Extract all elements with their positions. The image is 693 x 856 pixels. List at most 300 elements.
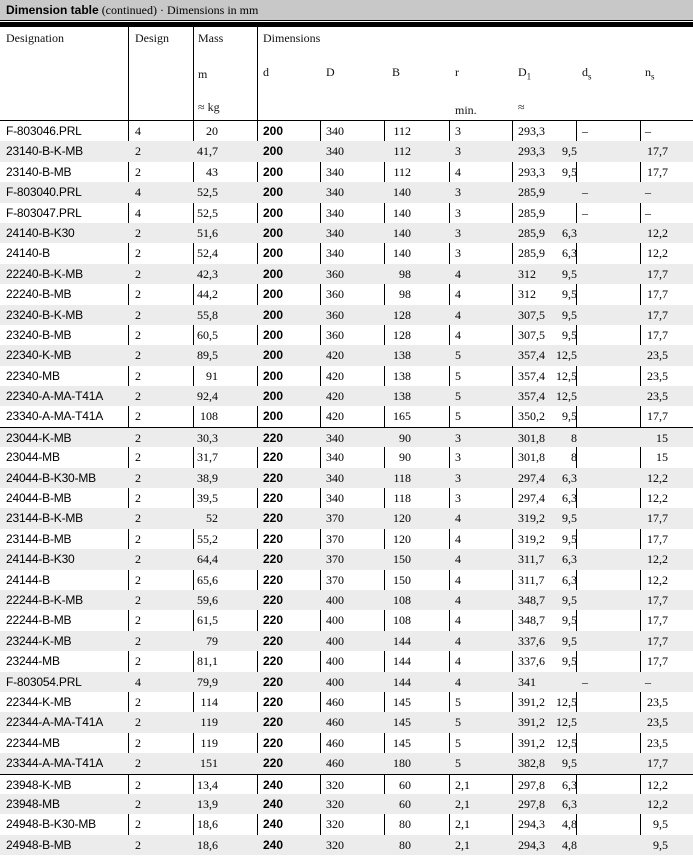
- cell-D: 320: [326, 817, 344, 832]
- col-ns: $n_s$: [645, 65, 655, 82]
- cell-ns: –: [645, 674, 651, 689]
- cell-ns: 23,5: [647, 348, 668, 363]
- table-row: [0, 243, 693, 263]
- table-row: [0, 610, 693, 630]
- table-row: [0, 692, 693, 712]
- cell-d: 200: [263, 409, 284, 424]
- cell-ns: 12,2: [647, 572, 668, 587]
- cell-d: 200: [263, 225, 284, 240]
- cell-d: 200: [263, 368, 284, 383]
- cell-ds: 9,5: [562, 409, 577, 424]
- cell-d: 220: [263, 694, 284, 709]
- cell-design: 2: [135, 225, 141, 240]
- table-row: [0, 366, 693, 386]
- cell-design: 4: [135, 205, 141, 220]
- cell-D: 370: [326, 572, 344, 587]
- cell-ds: 9,5: [562, 531, 577, 546]
- cell-D: 420: [326, 368, 344, 383]
- cell-D: 460: [326, 735, 344, 750]
- cell-D1: 382,8: [518, 756, 545, 771]
- cell-d: 240: [263, 837, 284, 852]
- cell-ns: 12,2: [647, 246, 668, 261]
- cell-designation: 23144-B-MB: [6, 531, 72, 546]
- cell-mass: 20: [206, 124, 218, 138]
- cell-D1: 350,2: [518, 409, 545, 424]
- cell-mass: 81,1: [197, 654, 218, 669]
- table-header: [0, 27, 693, 121]
- table-row: [0, 182, 693, 202]
- table-row: [0, 305, 693, 325]
- table-row: [0, 753, 693, 773]
- cell-designation: 24044-B-MB: [6, 491, 72, 506]
- cell-ds: 6,3: [562, 796, 577, 811]
- cell-d: 200: [263, 389, 284, 404]
- cell-d: 200: [263, 124, 284, 138]
- cell-B: 98: [399, 266, 411, 281]
- cell-designation: 23244-K-MB: [6, 633, 72, 648]
- cell-design: 2: [135, 164, 141, 179]
- cell-B: 90: [399, 450, 411, 465]
- cell-D: 340: [326, 225, 344, 240]
- cell-ds: 9,5: [562, 144, 577, 159]
- cell-design: 2: [135, 450, 141, 465]
- table-row: [0, 203, 693, 223]
- cell-r: 4: [455, 531, 461, 546]
- table-caption: [0, 0, 693, 21]
- cell-D1: 337,6: [518, 654, 545, 669]
- cell-ns: 17,7: [647, 531, 668, 546]
- cell-D: 340: [326, 491, 344, 506]
- cell-d: 200: [263, 164, 284, 179]
- cell-D1: 348,7: [518, 592, 545, 607]
- cell-d: 220: [263, 715, 284, 730]
- cell-D1: 297,4: [518, 470, 545, 485]
- cell-designation: 22340-MB: [6, 368, 60, 383]
- cell-ds: 6,3: [562, 246, 577, 261]
- cell-ns: 9,5: [653, 837, 668, 852]
- cell-d: 200: [263, 144, 284, 159]
- cell-ns: –: [645, 185, 651, 200]
- col-design: Design: [135, 31, 169, 45]
- cell-d: 220: [263, 654, 284, 669]
- cell-ds: 4,8: [562, 837, 577, 852]
- cell-B: 112: [393, 124, 411, 138]
- cell-r: 5: [455, 368, 461, 383]
- cell-designation: F-803054.PRL: [6, 674, 82, 689]
- cell-D: 360: [326, 307, 344, 322]
- cell-ns: 17,7: [647, 409, 668, 424]
- table-row: [0, 814, 693, 834]
- cell-D: 340: [326, 164, 344, 179]
- cell-design: 2: [135, 837, 141, 852]
- cell-D1: 337,6: [518, 633, 545, 648]
- cell-D: 340: [326, 124, 344, 138]
- cell-B: 140: [393, 225, 411, 240]
- col-d: d: [263, 65, 269, 79]
- table-row: [0, 835, 693, 855]
- cell-B: 120: [393, 511, 411, 526]
- table-row: [0, 794, 693, 814]
- cell-design: 2: [135, 368, 141, 383]
- cell-designation: 24948-B-K30-MB: [6, 817, 96, 832]
- cell-designation: 24144-B-K30: [6, 552, 75, 567]
- cell-B: 120: [393, 531, 411, 546]
- cell-d: 200: [263, 348, 284, 363]
- cell-B: 108: [393, 613, 411, 628]
- cell-design: 2: [135, 633, 141, 648]
- cell-d: 240: [263, 796, 284, 811]
- cell-B: 138: [393, 389, 411, 404]
- cell-ds: 12,5: [556, 694, 577, 709]
- cell-D1: 357,4: [518, 368, 545, 383]
- cell-B: 108: [393, 592, 411, 607]
- cell-mass: 43: [206, 164, 218, 179]
- cell-B: 180: [393, 756, 411, 771]
- cell-d: 200: [263, 307, 284, 322]
- cell-r: 2,1: [455, 817, 470, 832]
- cell-d: 200: [263, 327, 284, 342]
- cell-B: 118: [393, 491, 411, 506]
- col-B: B: [392, 65, 401, 79]
- cell-D: 420: [326, 409, 344, 424]
- cell-ds: 9,5: [562, 511, 577, 526]
- cell-design: 2: [135, 327, 141, 342]
- cell-D1: 285,9: [518, 225, 545, 240]
- cell-design: 2: [135, 246, 141, 261]
- cell-d: 220: [263, 552, 284, 567]
- cell-designation: 22244-B-MB: [6, 613, 72, 628]
- cell-D: 340: [326, 450, 344, 465]
- cell-ds: 12,5: [556, 348, 577, 363]
- cell-d: 200: [263, 246, 284, 261]
- cell-ds: 9,5: [562, 756, 577, 771]
- cell-B: 145: [393, 694, 411, 709]
- cell-r: 3: [455, 491, 461, 506]
- cell-r: 4: [455, 633, 461, 648]
- cell-D: 460: [326, 756, 344, 771]
- cell-ns: 12,2: [647, 796, 668, 811]
- cell-designation: 22240-B-MB: [6, 287, 72, 302]
- cell-B: 150: [393, 572, 411, 587]
- cell-r: 3: [455, 124, 461, 138]
- cell-r: 4: [455, 572, 461, 587]
- table-row: [0, 121, 693, 141]
- cell-D: 400: [326, 592, 344, 607]
- table-row: [0, 141, 693, 161]
- cell-D: 460: [326, 715, 344, 730]
- cell-d: 220: [263, 470, 284, 485]
- cell-designation: 23948-MB: [6, 796, 60, 811]
- cell-D1: 297,8: [518, 777, 545, 792]
- table-row: [0, 549, 693, 569]
- cell-designation: 24140-B: [6, 246, 50, 261]
- cell-d: 220: [263, 633, 284, 648]
- cell-d: 220: [263, 756, 284, 771]
- cell-B: 98: [399, 287, 411, 302]
- cell-B: 80: [399, 837, 411, 852]
- cell-designation: 23240-B-K-MB: [6, 307, 83, 322]
- cell-D: 340: [326, 185, 344, 200]
- cell-designation: 23340-A-MA-T41A: [6, 409, 104, 424]
- cell-D1: 312: [518, 287, 536, 302]
- cell-r: 4: [455, 674, 461, 689]
- cell-design: 2: [135, 531, 141, 546]
- cell-designation: 22340-A-MA-T41A: [6, 389, 104, 404]
- cell-D: 360: [326, 327, 344, 342]
- cell-r: 2,1: [455, 837, 470, 852]
- table-row: [0, 264, 693, 284]
- cell-d: 220: [263, 613, 284, 628]
- cell-D1: 294,3: [518, 817, 545, 832]
- cell-d: 200: [263, 287, 284, 302]
- col-D1: $D_1$: [518, 65, 532, 82]
- cell-r: 5: [455, 735, 461, 750]
- cell-ns: 12,2: [647, 491, 668, 506]
- cell-design: 2: [135, 144, 141, 159]
- table-row: [0, 651, 693, 671]
- cell-mass: 108: [200, 409, 218, 424]
- cell-ds: 12,5: [556, 715, 577, 730]
- col-designation: Designation: [6, 31, 64, 45]
- cell-D1: 391,2: [518, 715, 545, 730]
- cell-ds: 9,5: [562, 654, 577, 669]
- cell-mass: 65,6: [197, 572, 218, 587]
- cell-D1: 285,9: [518, 205, 545, 220]
- cell-D: 340: [326, 430, 344, 445]
- cell-ds: 6,3: [562, 225, 577, 240]
- table-row: [0, 733, 693, 753]
- cell-design: 2: [135, 796, 141, 811]
- cell-mass: 114: [200, 694, 218, 709]
- cell-r: 5: [455, 409, 461, 424]
- cell-designation: 23140-B-MB: [6, 164, 72, 179]
- cell-ns: –: [645, 205, 651, 220]
- cell-ds: 8: [571, 430, 577, 445]
- cell-design: 2: [135, 430, 141, 445]
- cell-B: 145: [393, 735, 411, 750]
- cell-design: 2: [135, 817, 141, 832]
- table-body: [0, 121, 693, 855]
- cell-designation: 23244-MB: [6, 654, 60, 669]
- col-r: r: [455, 65, 459, 79]
- cell-designation: 24948-B-MB: [6, 837, 72, 852]
- dimension-table: [0, 27, 693, 855]
- cell-ds: 6,3: [562, 777, 577, 792]
- table-row: [0, 427, 693, 447]
- cell-ds: 12,5: [556, 368, 577, 383]
- cell-designation: F-803047.PRL: [6, 205, 82, 220]
- cell-ds: 6,3: [562, 491, 577, 506]
- cell-D: 370: [326, 511, 344, 526]
- cell-B: 145: [393, 715, 411, 730]
- cell-mass: 31,7: [197, 450, 218, 465]
- cell-design: 2: [135, 613, 141, 628]
- cell-ns: 17,7: [647, 613, 668, 628]
- cell-design: 2: [135, 287, 141, 302]
- cell-design: 2: [135, 715, 141, 730]
- col-mass: Mass: [198, 31, 224, 45]
- cell-B: 144: [393, 674, 411, 689]
- cell-D1: 311,7: [518, 552, 545, 567]
- cell-r: 4: [455, 511, 461, 526]
- cell-d: 200: [263, 205, 284, 220]
- cell-ds: 9,5: [562, 592, 577, 607]
- cell-r: 3: [455, 430, 461, 445]
- cell-B: 112: [393, 144, 411, 159]
- cell-r: 4: [455, 266, 461, 281]
- cell-designation: 22240-B-K-MB: [6, 266, 83, 281]
- cell-r: 4: [455, 307, 461, 322]
- cell-D1: 319,2: [518, 531, 545, 546]
- col-dimensions: Dimensions: [263, 31, 321, 45]
- cell-ns: 17,7: [647, 327, 668, 342]
- cell-r: 4: [455, 164, 461, 179]
- cell-mass: 42,3: [197, 266, 218, 281]
- cell-d: 220: [263, 430, 284, 445]
- cell-ns: 12,2: [647, 470, 668, 485]
- cell-mass: 92,4: [197, 389, 218, 404]
- cell-ns: 17,7: [647, 756, 668, 771]
- cell-mass: 30,3: [197, 430, 218, 445]
- cell-D: 400: [326, 674, 344, 689]
- cell-r: 3: [455, 185, 461, 200]
- cell-r: 3: [455, 205, 461, 220]
- cell-ds: 12,5: [556, 735, 577, 750]
- cell-d: 200: [263, 266, 284, 281]
- cell-ns: 23,5: [647, 389, 668, 404]
- table-row: [0, 284, 693, 304]
- cell-D: 320: [326, 796, 344, 811]
- cell-ns: 17,7: [647, 266, 668, 281]
- cell-mass: 52: [206, 511, 218, 526]
- cell-designation: 22344-K-MB: [6, 694, 72, 709]
- cell-ns: 17,7: [647, 511, 668, 526]
- cell-ns: 12,2: [647, 225, 668, 240]
- cell-mass: 13,9: [197, 796, 218, 811]
- cell-ds: 12,5: [556, 389, 577, 404]
- cell-ds: –: [582, 124, 588, 138]
- table-row: [0, 447, 693, 467]
- cell-ds: 8: [571, 450, 577, 465]
- cell-ns: 23,5: [647, 735, 668, 750]
- cell-mass: 89,5: [197, 348, 218, 363]
- cell-B: 128: [393, 327, 411, 342]
- cell-D1: 294,3: [518, 837, 545, 852]
- cell-D1: 307,5: [518, 327, 545, 342]
- cell-mass: 39,5: [197, 491, 218, 506]
- cell-design: 2: [135, 307, 141, 322]
- cell-D1: 293,3: [518, 164, 545, 179]
- cell-r: 2,1: [455, 777, 470, 792]
- table-row: [0, 223, 693, 243]
- cell-d: 220: [263, 450, 284, 465]
- cell-D1: 391,2: [518, 735, 545, 750]
- cell-mass: 79: [206, 633, 218, 648]
- cell-ds: 6,3: [562, 572, 577, 587]
- cell-B: 128: [393, 307, 411, 322]
- cell-ds: 9,5: [562, 287, 577, 302]
- cell-mass: 151: [200, 756, 218, 771]
- cell-design: 4: [135, 185, 141, 200]
- table-row: [0, 325, 693, 345]
- cell-ns: 9,5: [653, 817, 668, 832]
- cell-ns: 17,7: [647, 654, 668, 669]
- cell-mass: 119: [200, 715, 218, 730]
- cell-B: 90: [399, 430, 411, 445]
- cell-D: 340: [326, 144, 344, 159]
- cell-D1: 357,4: [518, 389, 545, 404]
- cell-ds: 9,5: [562, 266, 577, 281]
- caption-title: Dimension table: [6, 3, 99, 17]
- cell-B: 144: [393, 654, 411, 669]
- cell-design: 2: [135, 266, 141, 281]
- cell-ns: 17,7: [647, 592, 668, 607]
- cell-design: 4: [135, 124, 141, 138]
- cell-D1: 357,4: [518, 348, 545, 363]
- col-mass-symbol: m: [198, 67, 208, 81]
- cell-r: 5: [455, 694, 461, 709]
- cell-B: 165: [393, 409, 411, 424]
- cell-D1: 293,3: [518, 144, 545, 159]
- cell-B: 60: [399, 777, 411, 792]
- cell-ds: 9,5: [562, 327, 577, 342]
- col-D1-approx: ≈: [518, 100, 525, 114]
- cell-design: 2: [135, 348, 141, 363]
- cell-designation: 23240-B-MB: [6, 327, 72, 342]
- cell-d: 220: [263, 491, 284, 506]
- cell-B: 60: [399, 796, 411, 811]
- cell-D: 460: [326, 694, 344, 709]
- cell-mass: 44,2: [197, 287, 218, 302]
- cell-design: 4: [135, 674, 141, 689]
- cell-design: 2: [135, 735, 141, 750]
- col-ds: $d_s$: [582, 65, 592, 82]
- cell-D1: 341: [518, 674, 536, 689]
- cell-ns: 23,5: [647, 368, 668, 383]
- cell-ds: 9,5: [562, 633, 577, 648]
- cell-d: 220: [263, 592, 284, 607]
- cell-D1: 307,5: [518, 307, 545, 322]
- cell-ns: 23,5: [647, 715, 668, 730]
- cell-B: 112: [393, 164, 411, 179]
- cell-designation: 23948-K-MB: [6, 777, 72, 792]
- cell-ns: 23,5: [647, 694, 668, 709]
- cell-r: 5: [455, 715, 461, 730]
- table-row: [0, 468, 693, 488]
- cell-designation: F-803046.PRL: [6, 124, 82, 138]
- cell-r: 2,1: [455, 796, 470, 811]
- cell-D: 420: [326, 389, 344, 404]
- cell-d: 220: [263, 735, 284, 750]
- col-D: D: [326, 65, 335, 79]
- cell-design: 2: [135, 694, 141, 709]
- cell-r: 3: [455, 144, 461, 159]
- cell-designation: 24044-B-K30-MB: [6, 470, 96, 485]
- cell-mass: 59,6: [197, 592, 218, 607]
- cell-D1: 301,8: [518, 430, 545, 445]
- cell-ds: 6,3: [562, 552, 577, 567]
- cell-designation: 23044-MB: [6, 450, 60, 465]
- cell-mass: 52,4: [197, 246, 218, 261]
- cell-D: 400: [326, 613, 344, 628]
- table-row: [0, 345, 693, 365]
- cell-designation: 23044-K-MB: [6, 430, 72, 445]
- cell-D1: 312: [518, 266, 536, 281]
- cell-d: 220: [263, 674, 284, 689]
- cell-D: 420: [326, 348, 344, 363]
- cell-D1: 297,4: [518, 491, 545, 506]
- cell-mass: 119: [200, 735, 218, 750]
